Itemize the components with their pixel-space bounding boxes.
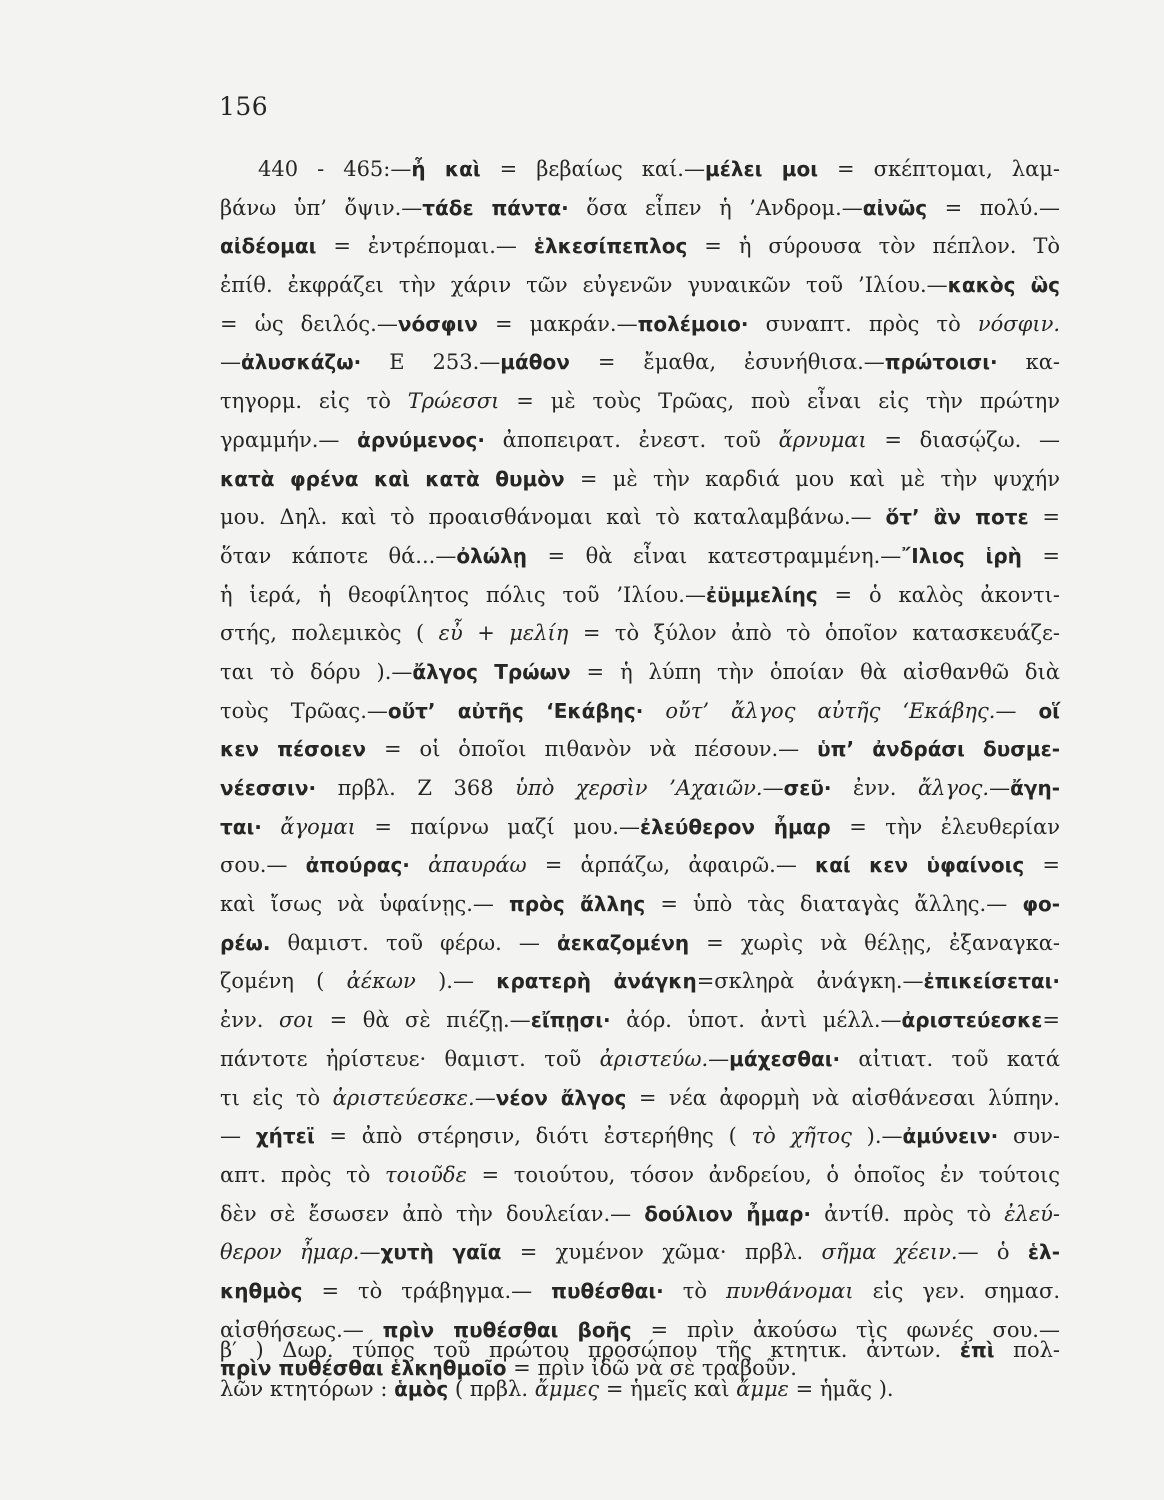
text-line: [220, 730, 1060, 769]
citation: ἀπαυράω: [428, 853, 527, 878]
text-line: [220, 808, 1060, 847]
footnote: [220, 1331, 1060, 1408]
citation: ἄμμες: [534, 1376, 600, 1401]
citation: νόσφιν.: [977, 311, 1061, 336]
gloss: αἰτιατ. τοῦ κατά: [840, 1046, 1060, 1071]
text-line: [220, 150, 1060, 189]
gloss: = χυμένον χῶμα· πρβλ.: [501, 1240, 822, 1265]
gloss: =: [1024, 853, 1061, 878]
gloss: τι εἰς τὸ: [220, 1085, 333, 1110]
citation: τοιοῦδε: [385, 1162, 467, 1187]
gloss: = μὲ τὴν καρδιά μου καὶ μὲ τὴν ψυχήν: [564, 466, 1060, 491]
gloss: τὸ: [663, 1278, 726, 1303]
footnote-line: [220, 1370, 1060, 1409]
gloss: = ὁ καλὸς ἀκοντι-: [817, 582, 1061, 607]
page-number: 156: [219, 92, 269, 121]
text-line: [220, 1117, 1060, 1156]
gloss: ).—: [851, 1124, 903, 1149]
text-line: [220, 769, 1060, 808]
lemma: μάθον: [500, 350, 570, 375]
text-line: [220, 885, 1060, 924]
lemma: δούλιον ἦμαρ·: [644, 1201, 811, 1226]
citation: ἄγομαι: [280, 814, 356, 839]
lemma: ἄγη-: [1010, 776, 1060, 800]
lemma: αἰδέομαι: [220, 234, 317, 259]
gloss: = ἡ λύπη τὴν ὁποίαν θὰ αἰσθανθῶ διὰ: [570, 659, 1060, 684]
gloss: ἡ ἱερά, ἡ θεοφίλητος πόλις τοῦ ’Ιλίου.—: [220, 582, 706, 607]
gloss: —: [762, 776, 784, 800]
gloss: [262, 815, 280, 839]
text-line: [220, 382, 1060, 421]
gloss: = πολύ.—: [927, 195, 1060, 220]
gloss: καὶ ἴσως νὰ ὑφαίνῃς.—: [220, 892, 509, 917]
gloss: [410, 853, 428, 877]
lemma: ἐϋμμελίης: [705, 582, 818, 607]
text-line: [220, 227, 1060, 266]
lemma: ἄλγος Τρώων: [412, 659, 571, 684]
lemma: κεν πέσοιεν: [220, 737, 367, 762]
gloss: στής, πολεμικὸς (: [220, 621, 439, 646]
gloss: —: [359, 1240, 381, 1265]
commentary-body: [220, 150, 1060, 1388]
gloss: —: [995, 698, 1039, 723]
gloss: 440 - 465:—: [258, 157, 412, 181]
text-line: [220, 846, 1060, 885]
lemma: καί κεν ὑφαίνοις: [814, 853, 1025, 878]
lemma: ἐπικείσεται·: [923, 969, 1061, 994]
gloss: —: [474, 1085, 496, 1110]
gloss: = νέα ἀφορμὴ νὰ αἰσθάνεσαι λύπην.: [626, 1085, 1060, 1110]
lemma: φο-: [1022, 892, 1061, 917]
gloss: β′ ) Δωρ. τύπος τοῦ πρώτου προσώπου τῆς κτητικ. ἀντων.: [220, 1338, 960, 1362]
text-line: [220, 1233, 1060, 1272]
citation: ἀέκων: [346, 969, 416, 994]
gloss: = ἔμαθα, ἐσυνήθισα.—: [569, 350, 885, 375]
lemma: ὀλώλῃ: [456, 543, 528, 568]
lemma: οὔτ’ αὐτῆς ‘Εκάβης·: [387, 698, 644, 723]
gloss: ται τὸ δόρυ ).—: [220, 659, 413, 684]
text-line: [220, 1001, 1060, 1040]
gloss: = πρὶν ἀκούσω τὶς φωνές σου.—: [631, 1317, 1060, 1342]
gloss: = θὰ σὲ πιέζῃ.—: [314, 1008, 531, 1033]
lemma: ῎Ιλιος ἱρὴ: [901, 543, 1022, 568]
gloss: ζομένη (: [220, 969, 347, 994]
lemma: χυτὴ γαῖα: [380, 1240, 502, 1265]
lemma: πολέμοιο·: [637, 311, 749, 336]
lemma: τάδε πάντα·: [422, 195, 569, 220]
citation: πυνθάνομαι: [725, 1278, 854, 1303]
gloss: = ὡς δειλός.—: [220, 311, 398, 336]
footnote-line: [220, 1331, 1060, 1370]
citation: τὸ χῆτος: [751, 1124, 852, 1149]
lemma: ται·: [220, 814, 262, 839]
lemma: ἑλκεσίπεπλος: [533, 234, 688, 259]
gloss: —: [989, 776, 1011, 800]
text-line: [220, 1040, 1060, 1079]
lemma: ὅτ’ ἂν ποτε: [885, 505, 1029, 530]
lemma: κηθμὸς: [220, 1278, 303, 1303]
text-line: [220, 343, 1060, 382]
gloss: πρβλ. Ζ 368: [316, 776, 516, 800]
gloss: θαμιστ. τοῦ φέρω. —: [270, 930, 557, 955]
citation: εὖ + μελίη: [438, 621, 569, 646]
gloss: = οἱ ὁποῖοι πιθανὸν νὰ πέσουν.—: [366, 737, 818, 762]
gloss: —: [220, 350, 241, 375]
gloss: ἐπίθ. ἐκφράζει τὴν χάριν τῶν εὐγενῶν γυναικῶν τοῦ ’Ιλίου.—: [220, 273, 948, 298]
gloss: ὅταν κάποτε θά...—: [220, 543, 457, 568]
gloss: ἐνν.: [831, 776, 918, 800]
gloss: = σκέπτομαι, λαμ-: [817, 157, 1060, 181]
citation: ἄλγος.: [917, 776, 990, 800]
text-line: [220, 1079, 1060, 1118]
lemma: ὑπ’ ἀνδράσι δυσμε-: [817, 737, 1061, 762]
gloss: πάντοτε ἠρίστευε· θαμιστ. τοῦ: [220, 1046, 600, 1071]
lemma: ρέω.: [220, 930, 271, 955]
text-line: [220, 692, 1060, 731]
gloss: =: [1028, 505, 1060, 530]
gloss: = ἡμᾶς ).: [788, 1376, 894, 1401]
gloss: —: [708, 1046, 730, 1071]
lemma: πρὶν πυθέσθαι ἑλκηθμοῖο: [220, 1356, 507, 1381]
gloss: βάνω ὑπ’ ὄψιν.—: [220, 195, 423, 220]
gloss: ἀντίθ. πρὸς τὸ: [811, 1201, 1005, 1226]
gloss: ).—: [415, 969, 497, 994]
lemma: νέον ἄλγος: [495, 1085, 627, 1110]
gloss: [643, 699, 665, 723]
lemma: πρὶν πυθέσθαι βοῆς: [382, 1317, 632, 1342]
lemma: ἁμὸς: [394, 1376, 449, 1401]
text-line: [220, 421, 1060, 460]
gloss: συν-: [998, 1124, 1061, 1149]
gloss: — ὁ: [957, 1240, 1028, 1265]
citation: Τρώεσσι: [407, 389, 500, 414]
gloss: γραμμήν.—: [220, 427, 358, 452]
gloss: =σκληρὰ ἀνάγκη.—: [696, 969, 924, 994]
gloss: = τὴν ἐλευθερίαν: [830, 814, 1060, 839]
gloss: = μακράν.—: [477, 311, 638, 336]
citation: ἄρνυμαι: [778, 427, 867, 452]
gloss: = μὲ τοὺς Τρῶας, ποὺ εἶναι εἰς τὴν πρώτην: [499, 389, 1060, 414]
gloss: απτ. πρὸς τὸ: [220, 1162, 386, 1187]
text-line: [220, 537, 1060, 576]
lemma: ἀμύνειν·: [902, 1124, 999, 1149]
text-line: [220, 305, 1060, 344]
text-line: [220, 1272, 1060, 1311]
lemma: οἵ: [1038, 698, 1060, 723]
gloss: —: [220, 1124, 256, 1149]
gloss: = ἀπὸ στέρησιν, διότι ἐστερήθης (: [314, 1124, 752, 1149]
text-line: [220, 576, 1060, 615]
text-line: [220, 1195, 1060, 1234]
lemma: πρὸς ἄλλης: [508, 892, 646, 917]
citation: ὑπὸ χερσὶν ’Αχαιῶν.: [515, 776, 763, 800]
lemma: μέλει μοι: [705, 157, 818, 181]
gloss: κα-: [997, 350, 1060, 375]
gloss: ( πρβλ.: [448, 1376, 535, 1401]
gloss: συναπτ. πρὸς τὸ: [748, 311, 978, 336]
text-line: [220, 189, 1060, 228]
gloss: = τὸ τράβηγμα.—: [302, 1278, 552, 1303]
lemma: κατὰ φρένα καὶ κατὰ θυμὸν: [220, 466, 565, 491]
text-line: [220, 266, 1060, 305]
lemma: σεῦ·: [783, 776, 832, 800]
text-line: [220, 1156, 1060, 1195]
gloss: Ε 253.—: [361, 350, 501, 375]
gloss: λῶν κτητόρων :: [220, 1376, 395, 1401]
gloss: = ἡ σύρουσα τὸν πέπλον. Τὸ: [687, 234, 1061, 259]
gloss: ἀποπειρατ. ἐνεστ. τοῦ: [484, 427, 779, 452]
gloss: τοὺς Τρῶας.—: [220, 698, 388, 723]
gloss: ὅσα εἶπεν ἡ ’Ανδρομ.—: [568, 195, 863, 220]
gloss: ἀόρ. ὑποτ. ἀντὶ μέλλ.—: [610, 1008, 902, 1033]
gloss: εἰς γεν. σημασ.: [853, 1278, 1060, 1303]
lemma: ἦ καὶ: [411, 157, 481, 181]
gloss: = ὑπὸ τὰς διαταγὰς ἄλλης.—: [645, 892, 1023, 917]
gloss: = βεβαίως καί.—: [480, 157, 705, 181]
gloss: = τὸ ξύλον ἀπὸ τὸ ὁποῖον κατασκευάζε-: [568, 621, 1060, 646]
citation: οὔτ’ ἄλγος αὐτῆς ‘Εκάβης.: [665, 698, 996, 723]
text-line: [220, 460, 1060, 499]
lemma: κακὸς ὣς: [947, 273, 1060, 298]
gloss: τηγορμ. εἰς τὸ: [220, 389, 408, 414]
gloss: = τοιούτου, τόσον ἀνδρείου, ὁ ὁποῖος ἐν τούτοις: [466, 1162, 1060, 1187]
gloss: πολ-: [994, 1338, 1061, 1362]
gloss: =: [1042, 1008, 1061, 1033]
lemma: αἰνῶς: [862, 195, 928, 220]
citation: ἐλεύ-: [1004, 1201, 1060, 1226]
citation: σοι: [278, 1008, 315, 1033]
citation: θερον ἦμαρ.: [220, 1240, 360, 1265]
gloss: =: [1021, 543, 1060, 568]
citation: ἀριστεύεσκε.: [332, 1085, 475, 1110]
gloss: = διασῴζω. —: [866, 427, 1060, 452]
lemma: εἴπῃσι·: [530, 1008, 611, 1033]
lemma: ἀρνύμενος·: [357, 427, 485, 452]
gloss: = ἁρπάζω, ἀφαιρῶ.—: [526, 853, 815, 878]
gloss: σου.—: [220, 853, 306, 878]
lemma: ἐλεύθερον ἦμαρ: [639, 814, 831, 839]
gloss: δὲν σὲ ἔσωσεν ἀπὸ τὴν δουλείαν.—: [220, 1201, 645, 1226]
text-line: [220, 962, 1060, 1001]
lemma: νέεσσιν·: [220, 776, 317, 800]
gloss: ἐνν.: [220, 1008, 279, 1033]
text-line: [220, 614, 1060, 653]
text-line: [220, 653, 1060, 692]
text-line: [220, 924, 1060, 963]
gloss: αἰσθήσεως.—: [220, 1317, 383, 1342]
lemma: ἀριστεύεσκε: [901, 1008, 1043, 1033]
lemma: νόσφιν: [397, 311, 478, 336]
gloss: = θὰ εἶναι κατεστραμμένη.—: [527, 543, 902, 568]
lemma: ἀλυσκάζω·: [241, 350, 362, 375]
citation: ἄμμε: [736, 1376, 789, 1401]
lemma: ἐπὶ: [959, 1338, 995, 1362]
gloss: = παίρνω μαζί μου.—: [355, 814, 640, 839]
lemma: κρατερὴ ἀνάγκη: [496, 969, 697, 994]
lemma: ἀπούρας·: [305, 853, 410, 878]
lemma: πρώτοισι·: [884, 350, 998, 375]
lemma: μάχεσθαι·: [729, 1046, 841, 1071]
citation: σῆμα χέειν.: [821, 1240, 958, 1265]
gloss: = ἡμεῖς καὶ: [599, 1376, 737, 1401]
gloss: = χωρὶς νὰ θέλῃς, ἐξαναγκα-: [689, 930, 1060, 955]
lemma: χήτεϊ: [255, 1124, 315, 1149]
gloss: = ἐντρέπομαι.—: [316, 234, 534, 259]
gloss: μου. Δηλ. καὶ τὸ προαισθάνομαι καὶ τὸ καταλαμβάνω.—: [220, 505, 886, 530]
gloss: = πρὶν ἰδῶ νὰ σὲ τραβοῦν.: [506, 1356, 797, 1381]
lemma: πυθέσθαι·: [551, 1278, 664, 1303]
text-line: [220, 498, 1060, 537]
lemma: ἑλ-: [1027, 1240, 1060, 1265]
citation: ἀριστεύω.: [599, 1046, 709, 1071]
lemma: ἀεκαζομένη: [556, 930, 690, 955]
